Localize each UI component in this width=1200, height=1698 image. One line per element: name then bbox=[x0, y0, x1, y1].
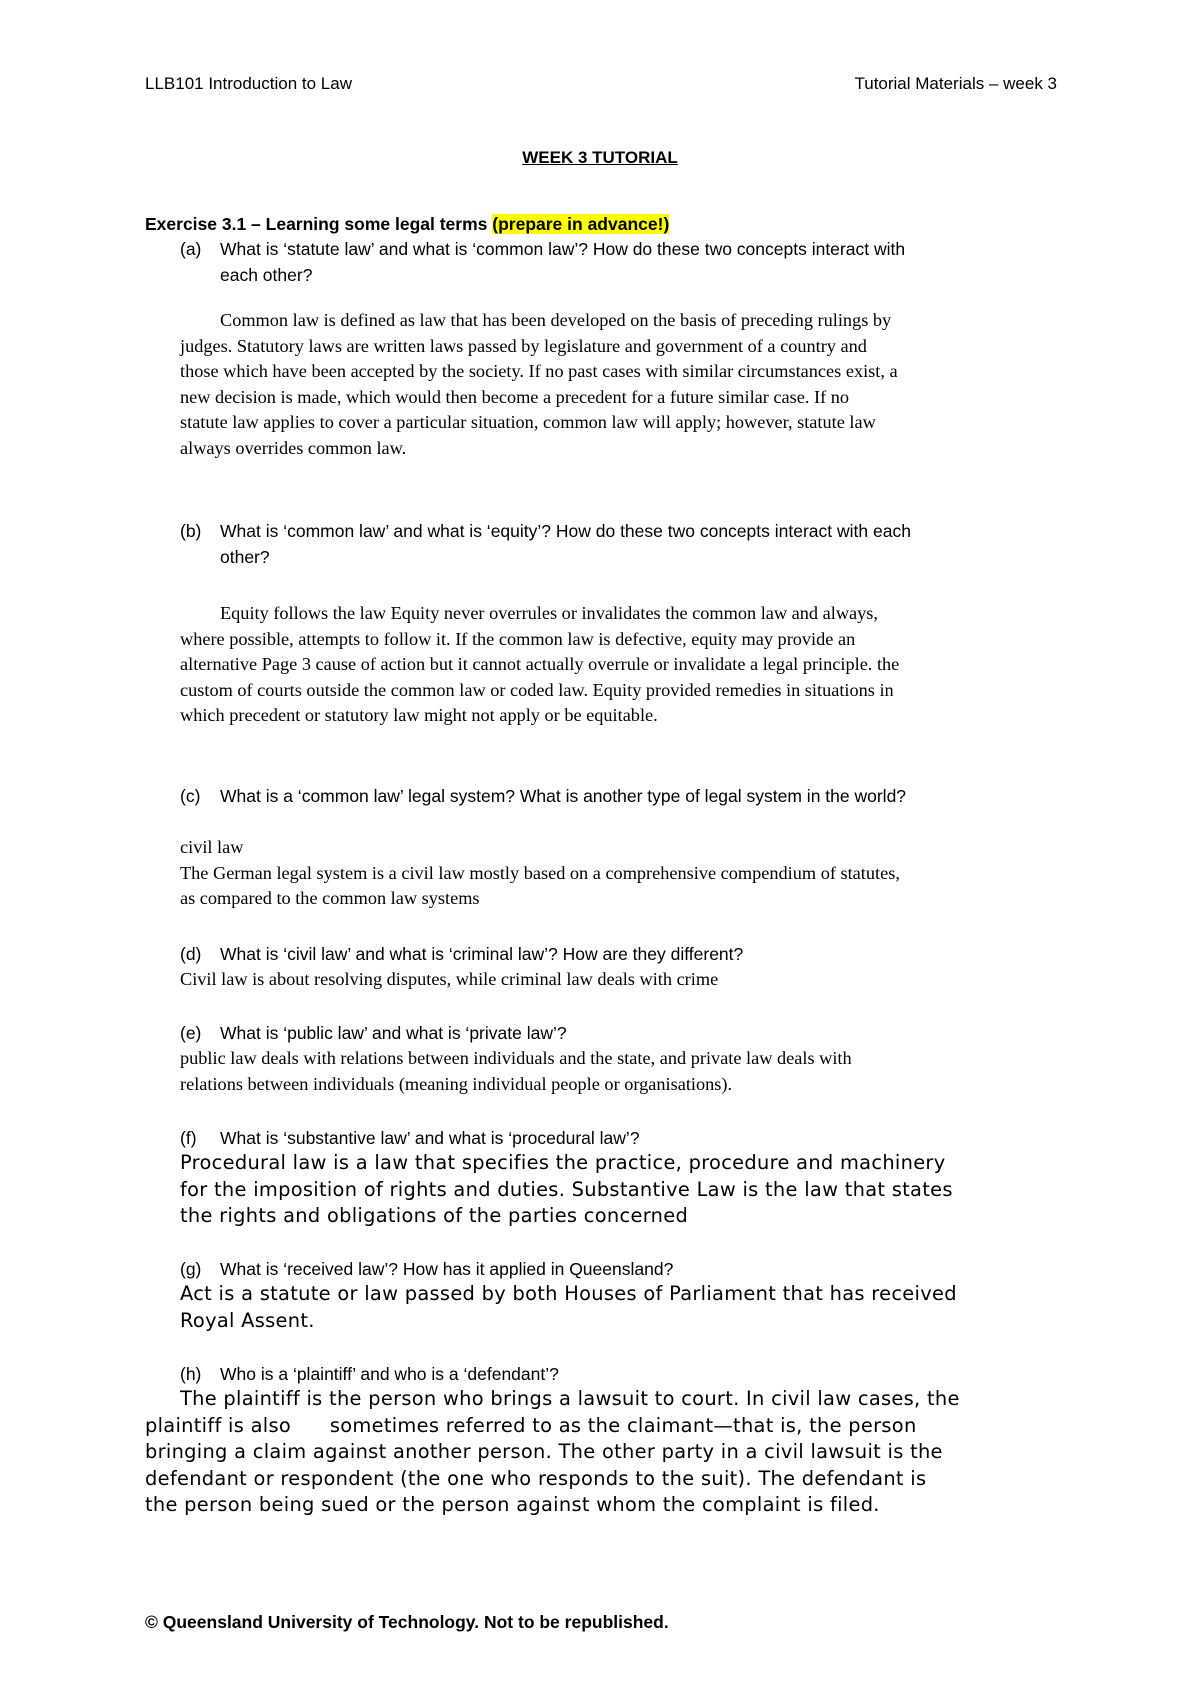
exercise-highlight: (prepare in advance!) bbox=[492, 214, 670, 234]
answer-line: civil law bbox=[180, 837, 244, 857]
answer-a bbox=[180, 308, 1080, 461]
exercise-heading bbox=[145, 214, 669, 235]
question-text: What is ‘substantive law’ and what is ‘procedural law’? bbox=[220, 1128, 640, 1148]
section-title: Tutorial Materials – week 3 bbox=[854, 74, 1057, 93]
question-label: (c) bbox=[180, 786, 201, 806]
answer-c bbox=[180, 835, 1080, 912]
question-text: What is ‘statute law’ and what is ‘common law’? How do these two concepts interact with bbox=[220, 239, 906, 259]
answer-b bbox=[180, 601, 1080, 729]
answer-line: the rights and obligations of the parties concerned bbox=[180, 1204, 689, 1227]
page-header bbox=[145, 74, 1057, 94]
answer-e bbox=[180, 1046, 1080, 1097]
question-f bbox=[180, 1125, 1060, 1151]
question-text: What is ‘received law’? How has it applied in Queensland? bbox=[220, 1259, 674, 1279]
answer-line: Common law is defined as law that has been developed on the basis of preceding rulings by bbox=[220, 310, 892, 330]
answer-line: Procedural law is a law that specifies the practice, procedure and machinery bbox=[180, 1151, 946, 1174]
question-label: (g) bbox=[180, 1259, 202, 1279]
question-text: Who is a ‘plaintiff’ and who is a ‘defendant’? bbox=[220, 1364, 559, 1384]
answer-line: Equity follows the law Equity never overrules or invalidates the common law and always, bbox=[220, 603, 878, 623]
course-title: LLB101 Introduction to Law bbox=[145, 74, 352, 93]
answer-line: new decision is made, which would then become a precedent for a future similar case. If no bbox=[180, 386, 850, 407]
exercise-heading-text: Exercise 3.1 – Learning some legal terms bbox=[145, 214, 493, 234]
answer-g bbox=[180, 1281, 1080, 1334]
answer-line: relations between individuals (meaning individual people or organisations). bbox=[180, 1073, 733, 1094]
answer-line: for the imposition of rights and duties. Substantive Law is the law that states bbox=[180, 1177, 953, 1201]
answer-line: judges. Statutory laws are written laws passed by legislature and government of a country and bbox=[180, 335, 867, 356]
answer-line: defendant or respondent (the one who responds to the suit). The defendant is bbox=[145, 1466, 927, 1490]
answer-f bbox=[180, 1150, 1080, 1230]
answer-line: alternative Page 3 cause of action but it cannot actually overrule or invalidate a legal principle. the bbox=[180, 654, 900, 674]
answer-line: those which have been accepted by the society. If no past cases with similar circumstances exist, a bbox=[180, 361, 898, 381]
question-text-cont: each other? bbox=[220, 265, 313, 285]
question-a bbox=[180, 236, 1060, 288]
page-footer: © Queensland University of Technology. Not to be republished. bbox=[145, 1612, 669, 1632]
question-label: (h) bbox=[180, 1364, 202, 1384]
answer-line: The plaintiff is the person who brings a lawsuit to court. In civil law cases, the bbox=[180, 1387, 960, 1410]
question-label: (f) bbox=[180, 1128, 197, 1148]
answer-line: always overrides common law. bbox=[180, 437, 407, 458]
question-h bbox=[180, 1361, 1060, 1387]
question-g bbox=[180, 1256, 1060, 1282]
answer-h bbox=[145, 1386, 1045, 1519]
question-label: (a) bbox=[180, 239, 202, 259]
question-e bbox=[180, 1020, 1060, 1046]
answer-line: Royal Assent. bbox=[180, 1308, 315, 1332]
question-text: What is ‘civil law’ and what is ‘criminal law’? How are they different? bbox=[220, 944, 744, 964]
answer-line: The German legal system is a civil law mostly based on a comprehensive compendium of statutes, bbox=[180, 862, 900, 883]
answer-line: where possible, attempts to follow it. If the common law is defective, equity may provide an bbox=[180, 628, 856, 649]
answer-line: bringing a claim against another person. The other party in a civil lawsuit is the bbox=[145, 1440, 943, 1463]
question-label: (d) bbox=[180, 944, 202, 964]
question-c bbox=[180, 783, 1060, 809]
answer-line: custom of courts outside the common law or coded law. Equity provided remedies in situations in bbox=[180, 679, 894, 700]
question-d bbox=[180, 941, 1060, 967]
question-text-cont: other? bbox=[220, 547, 270, 567]
answer-line: which precedent or statutory law might not apply or be equitable. bbox=[180, 705, 658, 725]
answer-line: Act is a statute or law passed by both Houses of Parliament that has received bbox=[180, 1282, 957, 1305]
answer-line: plaintiff is also sometimes referred to as the claimant—that is, the person bbox=[145, 1413, 917, 1437]
question-text: What is a ‘common law’ legal system? What is another type of legal system in the world? bbox=[220, 786, 907, 806]
answer-line: as compared to the common law systems bbox=[180, 888, 480, 908]
answer-line: public law deals with relations between individuals and the state, and private law deals with bbox=[180, 1048, 852, 1068]
answer-line: the person being sued or the person against whom the complaint is filed. bbox=[145, 1493, 880, 1516]
page-title: WEEK 3 TUTORIAL bbox=[522, 148, 678, 167]
question-label: (b) bbox=[180, 521, 202, 541]
question-b bbox=[180, 518, 1060, 570]
answer-line: statute law applies to cover a particular situation, common law will apply; however, statute law bbox=[180, 412, 876, 432]
question-text: What is ‘public law’ and what is ‘private law’? bbox=[220, 1023, 567, 1043]
answer-line: Civil law is about resolving disputes, while criminal law deals with crime bbox=[180, 969, 719, 989]
answer-d bbox=[180, 967, 1080, 993]
question-text: What is ‘common law’ and what is ‘equity’? How do these two concepts interact with each bbox=[220, 521, 911, 541]
question-label: (e) bbox=[180, 1023, 202, 1043]
